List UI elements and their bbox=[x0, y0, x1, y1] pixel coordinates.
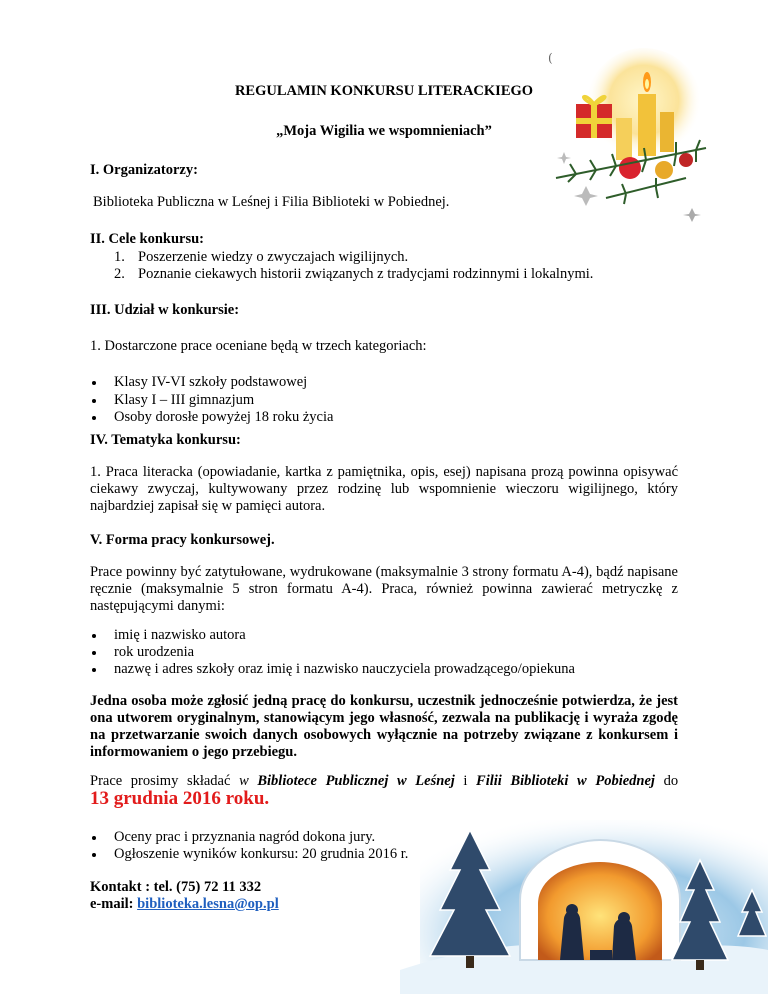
email-link[interactable]: biblioteka.lesna@op.pl bbox=[137, 896, 279, 912]
section-topic-heading: IV. Tematyka konkursu: bbox=[90, 432, 241, 448]
winter-nativity-illustration bbox=[400, 800, 768, 994]
category-item: Klasy I – III gimnazjum bbox=[114, 392, 254, 409]
final-item: Oceny prac i przyznania nagród dokona jury. bbox=[114, 829, 375, 846]
format-item: nazwę i adres szkoły oraz imię i nazwisko nauczyciela prowadzącego/opiekuna bbox=[114, 661, 575, 678]
declaration-text: Jedna osoba może zgłosić jedną pracę do konkursu, uczestnik jednocześnie potwierdza, że jest ona utworem oryginalnym, stanowiącym jego własność, zezwala na publikację i wyraża zgodę na przetwarzanie swoich danych osobowych wyłącznie na potrzeby związane z konkursem i informowaniem o jego przebiegu. bbox=[90, 693, 678, 760]
document-title: REGULAMIN KONKURSU LITERACKIEGO bbox=[234, 83, 534, 99]
format-item: imię i nazwisko autora bbox=[114, 627, 246, 644]
section-participation-heading: III. Udział w konkursie: bbox=[90, 302, 240, 318]
section-organizers-text: Biblioteka Publiczna w Leśnej i Filia Biblioteki w Pobiednej. bbox=[93, 194, 450, 210]
section-goals-heading: II. Cele konkursu: bbox=[90, 231, 205, 247]
section-format-heading: V. Forma pracy konkursowej. bbox=[90, 532, 275, 548]
goal-item-2: 2. Poznanie ciekawych historii związanych z tradycjami rodzinnymi i lokalnymi. bbox=[114, 266, 594, 282]
contact-email-line bbox=[90, 896, 279, 913]
category-item: Klasy IV-VI szkoły podstawowej bbox=[114, 374, 307, 391]
submission-text: Prace prosimy składać w Bibliotece Publicznej w Leśnej i Filii Biblioteki w Pobiednej do bbox=[90, 773, 679, 789]
document-subtitle: „Moja Wigilia we wspomnieniach” bbox=[276, 123, 492, 139]
section-participation-intro: 1. Dostarczone prace oceniane będą w trzech kategoriach: bbox=[90, 338, 427, 354]
category-item: Osoby dorosłe powyżej 18 roku życia bbox=[114, 409, 333, 426]
email-label: e-mail: bbox=[90, 896, 134, 912]
svg-text:(: ( bbox=[548, 51, 553, 65]
section-format-text: Prace powinny być zatytułowane, wydrukowane (maksymalnie 3 strony formatu A-4), bądź napisane ręcznie (maksymalnie 5 stron formatu A-4). Praca, również powinna zawierać metryczkę z następującymi danymi: bbox=[90, 564, 678, 614]
format-item: rok urodzenia bbox=[114, 644, 194, 661]
section-organizers-heading: I. Organizatorzy: bbox=[90, 162, 198, 178]
final-item: Ogłoszenie wyników konkursu: 20 grudnia 2016 r. bbox=[114, 846, 408, 863]
goal-item-1: 1. Poszerzenie wiedzy o zwyczajach wigilijnych. bbox=[114, 249, 409, 265]
section-topic-text: 1. Praca literacka (opowiadanie, kartka z pamiętnika, opis, esej) napisana prozą powinna opisywać ciekawy zwyczaj, kultywowany przez rodzinę lub wspomnienie wieczoru wigilijnego, który najbardziej zapisał się w pamięci autora. bbox=[90, 464, 678, 514]
contact-phone: Kontakt : tel. (75) 72 11 332 bbox=[90, 879, 262, 895]
deadline-date: 13 grudnia 2016 roku. bbox=[90, 788, 270, 809]
